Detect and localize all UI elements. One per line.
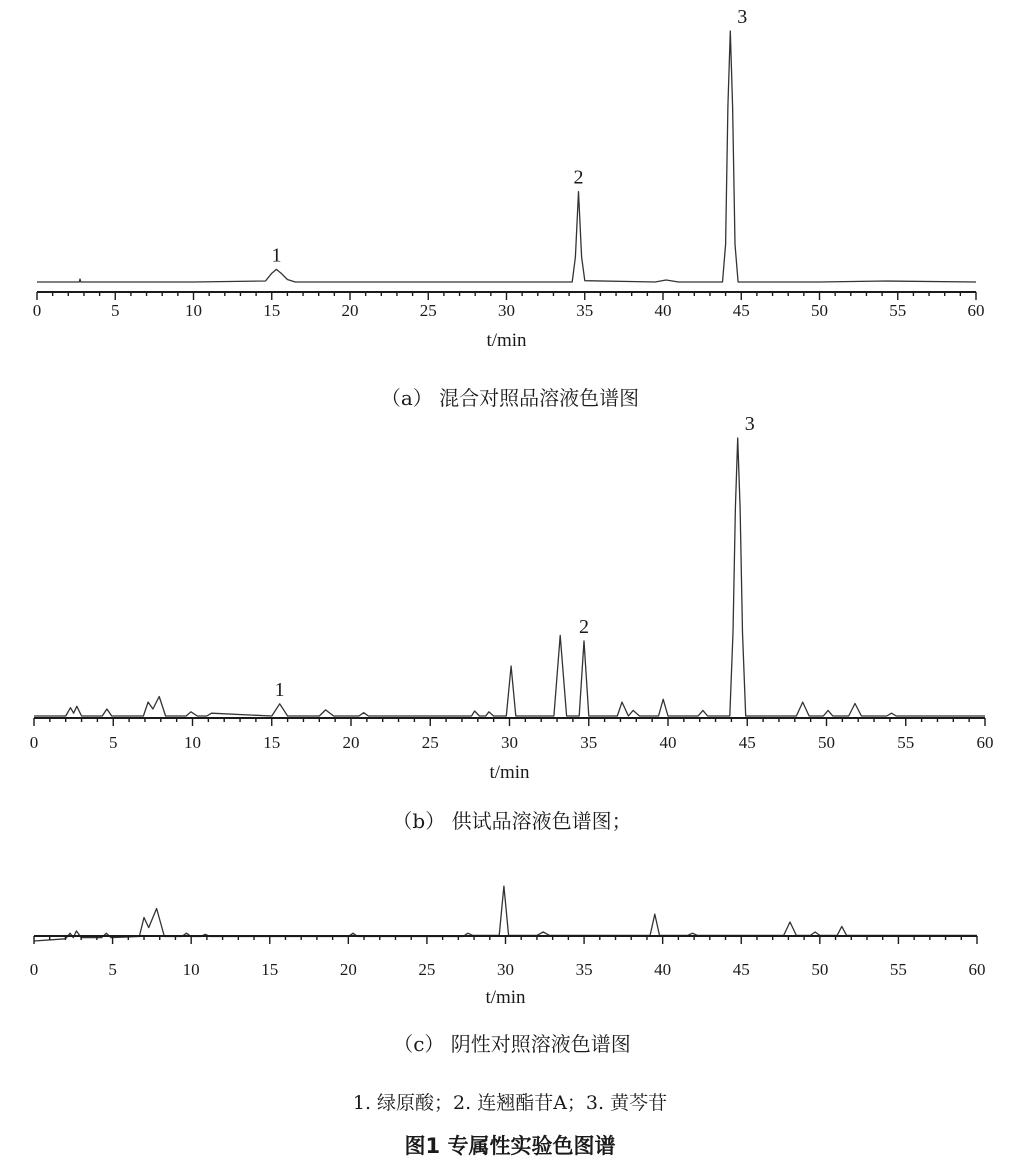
peak-label: 1	[271, 244, 282, 267]
x-tick-label: 5	[111, 301, 120, 320]
x-tick-label: 50	[818, 733, 835, 752]
x-tick-label: 30	[501, 733, 518, 752]
x-tick-label: 55	[897, 733, 915, 752]
x-tick-label: 35	[575, 960, 593, 979]
x-tick-label: 20	[342, 733, 360, 752]
x-tick-label: 45	[738, 733, 756, 752]
x-tick-label: 30	[498, 301, 515, 320]
x-tick-label: 60	[968, 960, 986, 979]
caption-a: （a） 混合对照品溶液色谱图	[380, 386, 640, 410]
x-tick-label: 5	[108, 960, 117, 979]
x-axis-title: t/min	[489, 762, 530, 783]
x-tick-label: 40	[654, 301, 672, 320]
x-tick-label: 0	[29, 733, 39, 752]
x-tick-label: 10	[184, 733, 201, 752]
x-tick-label: 15	[263, 733, 281, 752]
x-tick-label: 25	[421, 733, 439, 752]
trace-line	[34, 886, 977, 941]
peak-legend: 1. 绿原酸；2. 连翘酯苷A；3. 黄芩苷	[352, 1092, 668, 1114]
trace-line	[34, 438, 985, 716]
x-axis-title: t/min	[486, 330, 527, 351]
x-tick-label: 55	[889, 301, 907, 320]
x-tick-label: 20	[341, 301, 359, 320]
x-tick-label: 60	[967, 301, 985, 320]
peak-label: 2	[573, 166, 584, 189]
x-tick-label: 15	[261, 960, 279, 979]
peak-label: 2	[578, 615, 589, 638]
x-tick-label: 10	[185, 301, 202, 320]
x-tick-label: 35	[580, 733, 598, 752]
caption-b: （b） 供试品溶液色谱图；	[392, 809, 632, 833]
x-tick-label: 20	[339, 960, 357, 979]
x-tick-label: 50	[811, 301, 828, 320]
peak-label: 1	[274, 678, 285, 701]
x-tick-label: 40	[654, 960, 672, 979]
peak-label: 3	[744, 413, 755, 435]
trace-line	[37, 31, 976, 282]
x-tick-label: 55	[889, 960, 907, 979]
x-tick-label: 45	[732, 301, 750, 320]
peak-label: 3	[737, 6, 748, 28]
x-tick-label: 40	[659, 733, 677, 752]
x-tick-label: 50	[811, 960, 829, 979]
x-tick-label: 5	[109, 733, 118, 752]
x-tick-label: 25	[418, 960, 436, 979]
x-tick-label: 45	[732, 960, 750, 979]
x-tick-label: 25	[419, 301, 437, 320]
x-tick-label: 10	[182, 960, 200, 979]
x-axis-title: t/min	[485, 987, 526, 1008]
x-tick-label: 0	[29, 960, 39, 979]
chromatogram-c	[30, 886, 986, 1008]
figure-title: 图1 专属性实验色图谱	[404, 1134, 616, 1158]
x-tick-label: 60	[976, 733, 994, 752]
x-tick-label: 35	[576, 301, 594, 320]
x-tick-label: 15	[263, 301, 281, 320]
caption-c: （c） 阴性对照溶液色谱图	[393, 1032, 631, 1056]
x-tick-label: 30	[497, 960, 514, 979]
chromatogram-a	[33, 6, 985, 351]
chromatogram-b	[30, 413, 994, 783]
x-tick-label: 0	[32, 301, 42, 320]
